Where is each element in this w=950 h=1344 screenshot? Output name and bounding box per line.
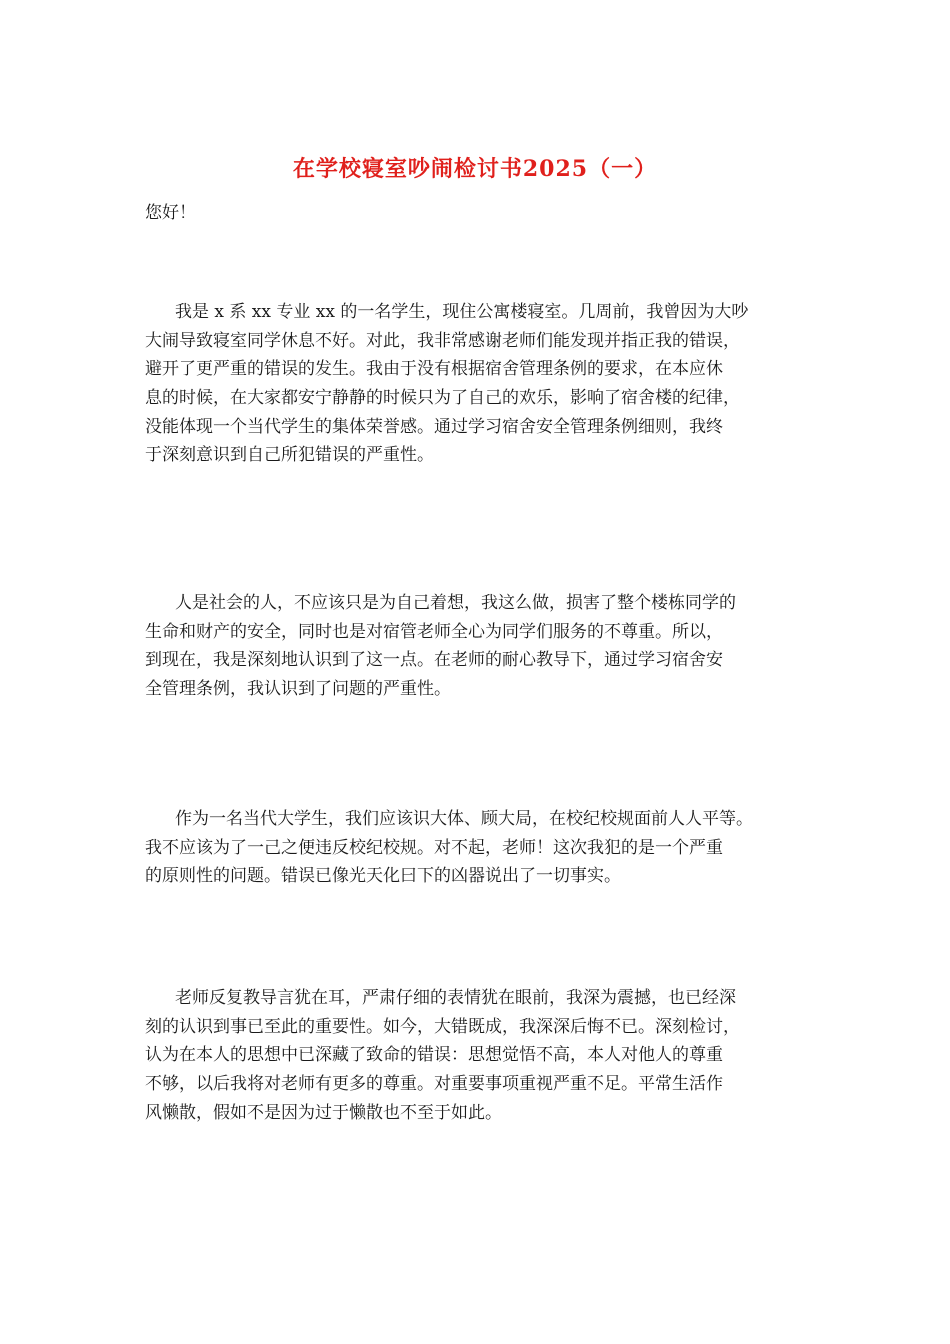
paragraph-line: 的原则性的问题。错误已像光天化曰下的凶器说出了一切事实。: [145, 866, 621, 887]
paragraph-line: 我是 x 系 xx 专业 xx 的一名学生，现住公寓楼寝室。几周前，我曾因为大吵: [175, 302, 749, 322]
paragraph-line: 刻的认识到事已至此的重要性。如今，大错既成，我深深后悔不已。深刻检讨，: [145, 1016, 740, 1037]
paragraph-line: 息的时候，在大家都安宁静静的时候只为了自己的欢乐，影响了宿舍楼的纪律，: [145, 388, 740, 409]
paragraph-line: 老师反复教导言犹在耳，严肃仔细的表情犹在眼前，我深为震撼，也已经深: [175, 988, 736, 1008]
paragraph-line: 认为在本人的思想中已深藏了致命的错误：思想觉悟不高，本人对他人的尊重: [145, 1045, 723, 1066]
paragraph-line: 不够，以后我将对老师有更多的尊重。对重要事项重视严重不足。平常生活作: [145, 1074, 723, 1095]
paragraph-4: [145, 984, 740, 1127]
paragraph-line: 避开了更严重的错误的发生。我由于没有根据宿舍管理条例的要求，在本应休: [145, 359, 723, 380]
greeting: 您好！: [145, 203, 196, 223]
paragraph-line: 大闹导致寝室同学休息不好。对此，我非常感谢老师们能发现并指正我的错误，: [145, 330, 740, 351]
paragraph-line: 风懒散，假如不是因为过于懒散也不至于如此。: [145, 1102, 502, 1123]
paragraph-line: 我不应该为了一己之便违反校纪校规。对不起，老师！这次我犯的是一个严重: [145, 837, 723, 858]
paragraph-3: [145, 805, 753, 891]
paragraph-2: [145, 589, 736, 704]
paragraph-line: 作为一名当代大学生，我们应该识大体、顾大局，在校纪校规面前人人平等。: [175, 809, 753, 829]
paragraph-line: 生命和财产的安全，同时也是对宿管老师全心为同学们服务的不尊重。所以，: [145, 621, 723, 642]
paragraph-line: 人是社会的人，不应该只是为自己着想，我这么做，损害了整个楼栋同学的: [175, 593, 736, 613]
paragraph-line: 没能体现一个当代学生的集体荣誉感。通过学习宿舍安全管理条例细则，我终: [145, 416, 723, 437]
paragraph-1: [145, 298, 748, 470]
paragraph-line: 于深刻意识到自己所犯错误的严重性。: [145, 445, 434, 466]
document-title: 在学校寝室吵闹检讨书2025（一）: [292, 156, 658, 182]
paragraph-line: 到现在，我是深刻地认识到了这一点。在老师的耐心教导下，通过学习宿舍安: [145, 650, 723, 671]
paragraph-line: 全管理条例，我认识到了问题的严重性。: [145, 679, 451, 700]
